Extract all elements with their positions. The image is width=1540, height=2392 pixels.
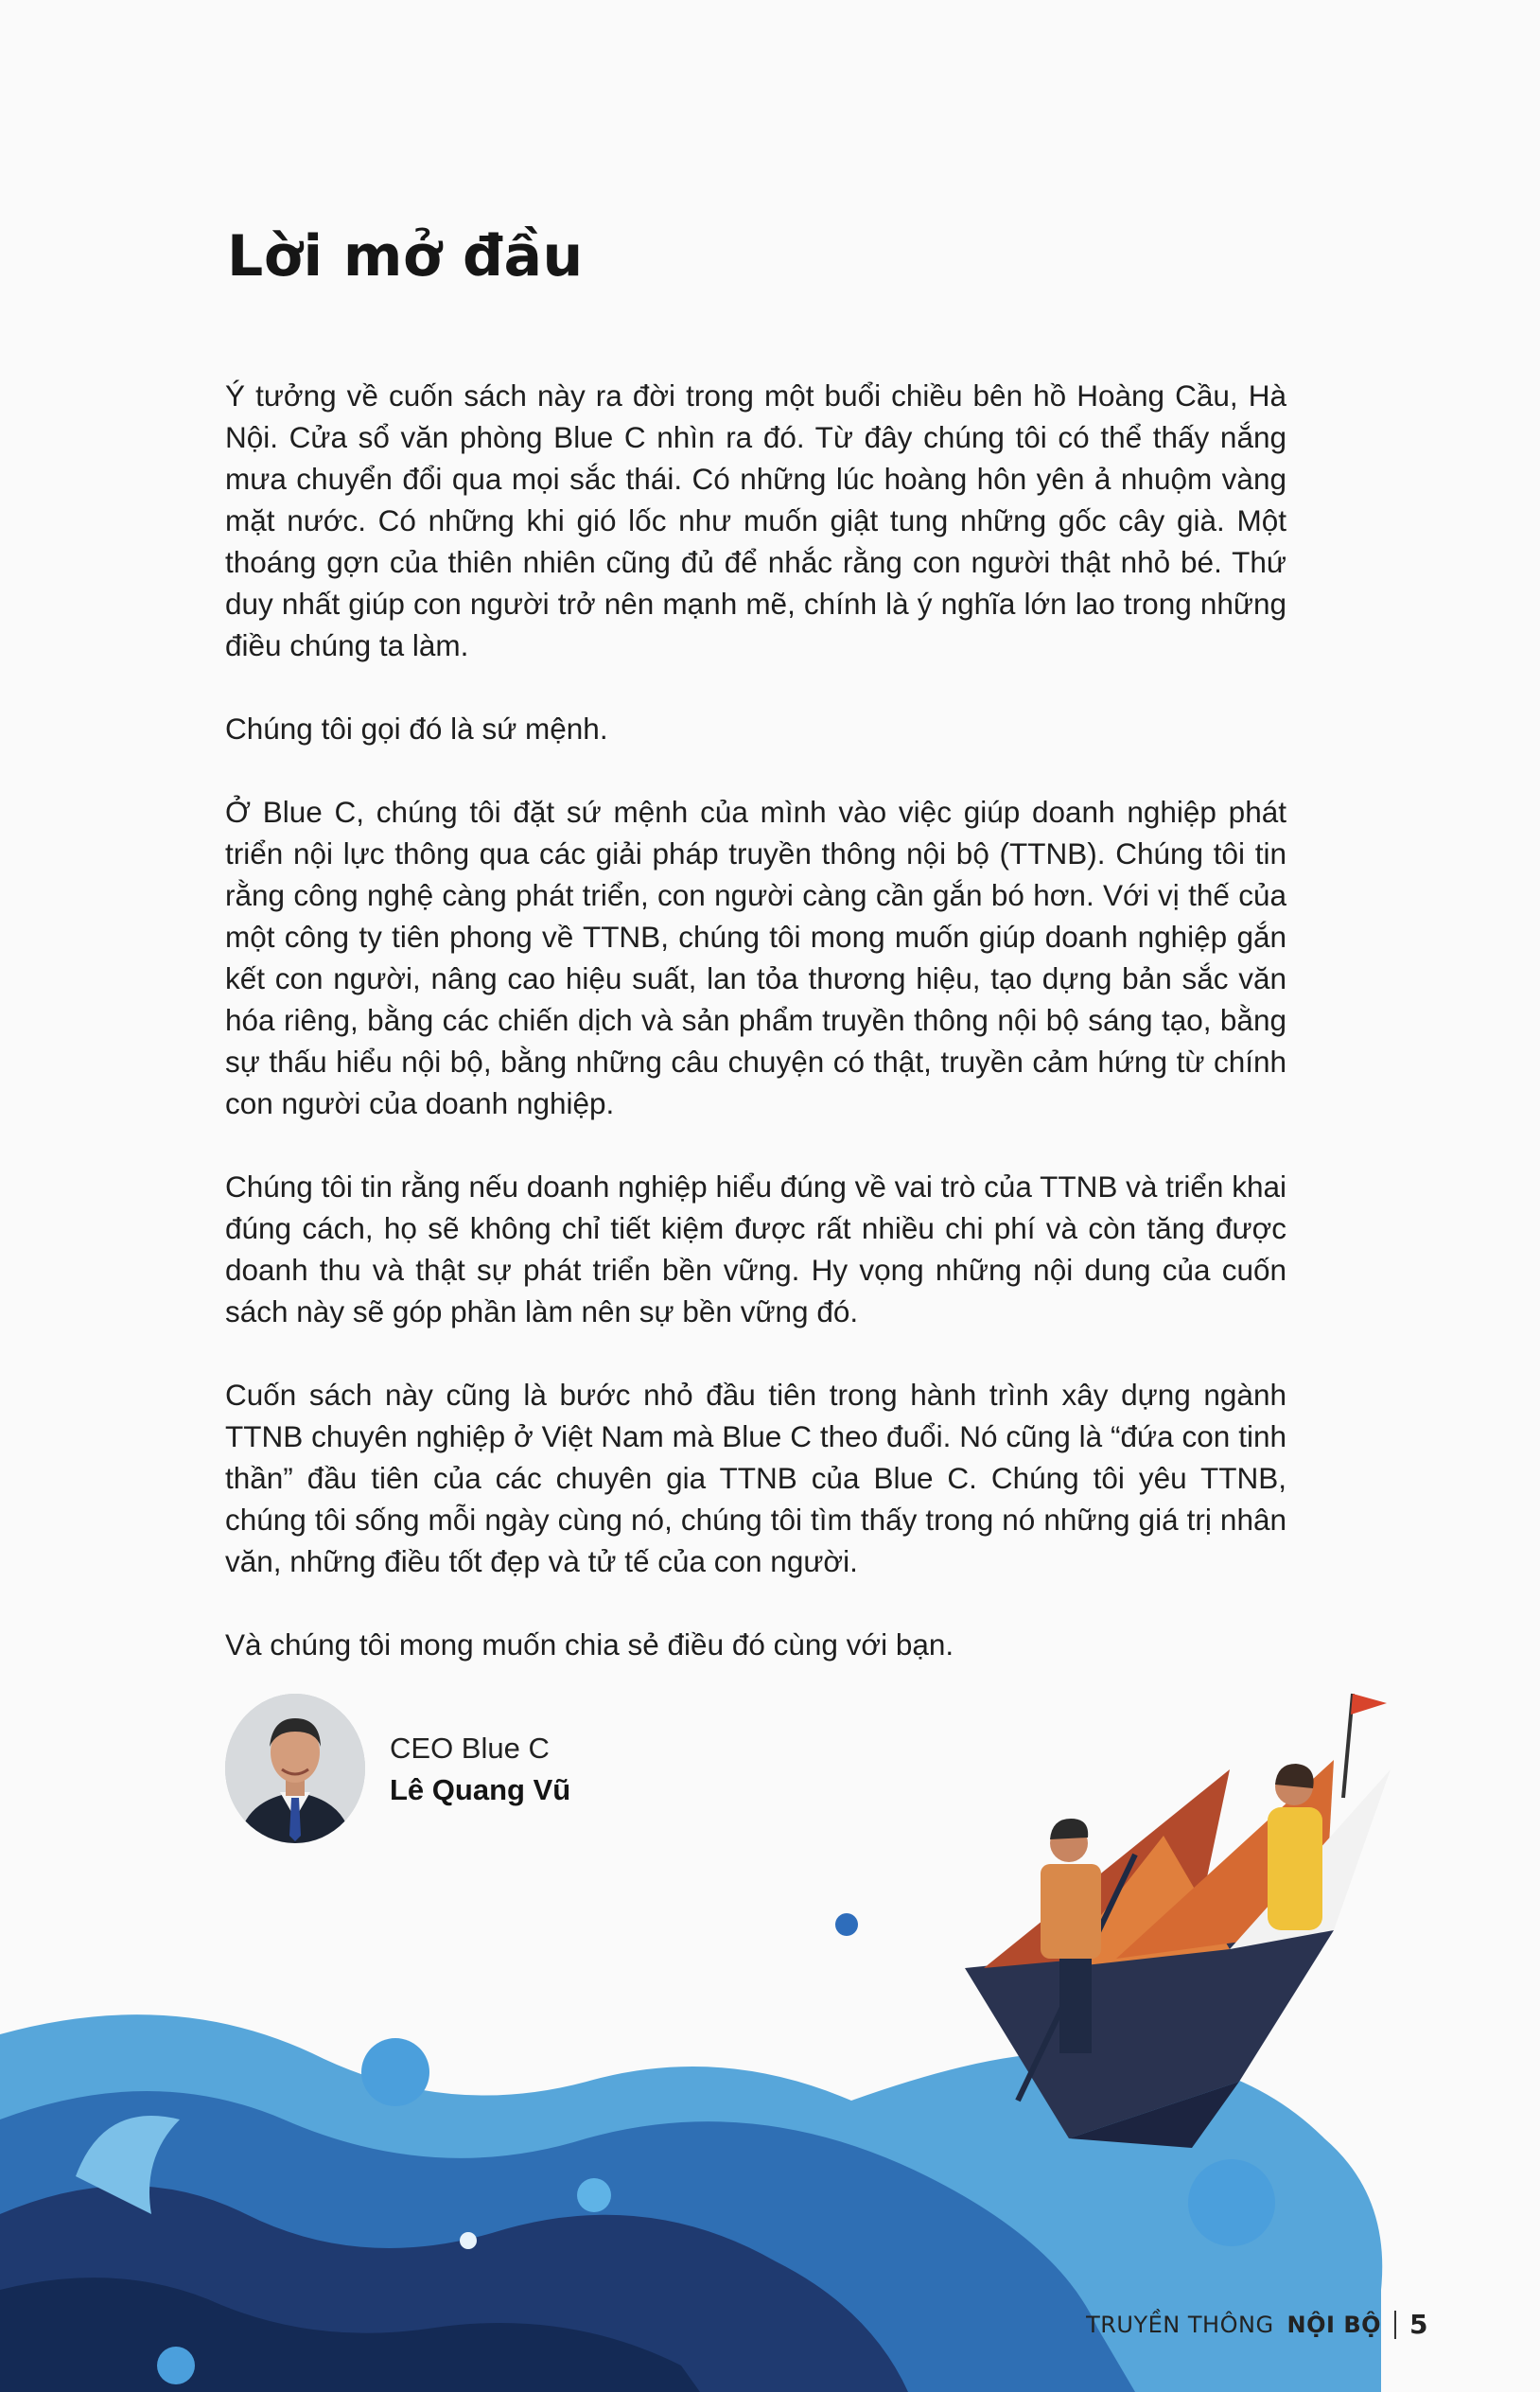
- paragraph-5: Cuốn sách này cũng là bước nhỏ đầu tiên trong hành trình xây dựng ngành TTNB chuyên nghiệp ở Việt Nam mà Blue C theo đuổi. Nó cũng là “đứa con tinh thần” đầu tiên của các chuyên gia TTNB của Blue C. Chúng tôi yêu TTNB, chúng tôi sống mỗi ngày cùng nó, chúng tôi tìm thấy trong nó những giá trị nhân văn, những điều tốt đẹp và tử tế của con người.: [225, 1378, 1286, 1578]
- bubble-small: [835, 1913, 858, 1936]
- paragraph-3: Ở Blue C, chúng tôi đặt sứ mệnh của mình vào việc giúp doanh nghiệp phát triển nội lực thông qua các giải pháp truyền thông nội bộ (TTNB). Chúng tôi tin rằng công nghệ càng phát triển, con người càng cần gắn bó hơn. Với vị thế của một công ty tiên phong về TTNB, chúng tôi mong muốn giúp doanh nghiệp gắn kết con người, nâng cao hiệu suất, lan tỏa thương hiệu, tạo dựng bản sắc văn hóa riêng, bằng các chiến dịch và sản phẩm truyền thông nội bộ sáng tạo, bằng sự thấu hiểu nội bộ, bằng những câu chuyện có thật, truyền cảm hứng từ chính con người của doanh nghiệp.: [225, 795, 1286, 1120]
- rower-legs: [1059, 1949, 1092, 2053]
- footer-series-bold: NỘI BỘ: [1286, 2311, 1382, 2338]
- author-role: CEO Blue C: [390, 1732, 550, 1765]
- body-text: [225, 375, 1286, 1707]
- bubble-bottom: [157, 2347, 195, 2384]
- girl-hair: [1275, 1764, 1314, 1788]
- rower-hair: [1050, 1819, 1088, 1839]
- footer-series-light: TRUYỀN THÔNG: [1086, 2311, 1274, 2338]
- boat-wave-illustration: [0, 1609, 1540, 2392]
- rower-body: [1041, 1864, 1101, 1959]
- page-footer: [1086, 2309, 1428, 2340]
- author-name: Lê Quang Vũ: [390, 1773, 571, 1806]
- page-number: 5: [1409, 2309, 1428, 2340]
- girl-body: [1268, 1807, 1322, 1930]
- bubble-mid: [577, 2178, 611, 2212]
- bubble-right: [1188, 2159, 1275, 2246]
- paragraph-6: Và chúng tôi mong muốn chia sẻ điều đó cùng với bạn.: [225, 1627, 954, 1662]
- paragraph-4: Chúng tôi tin rằng nếu doanh nghiệp hiểu đúng về vai trò của TTNB và triển khai đúng cách, họ sẽ không chỉ tiết kiệm được rất nhiều chi phí và còn tăng được doanh thu và thật sự phát triển bền vững. Hy vọng những nội dung của cuốn sách này sẽ góp phần làm nên sự bền vững đó.: [225, 1170, 1286, 1328]
- footer-divider: [1394, 2311, 1396, 2339]
- flag: [1351, 1694, 1387, 1715]
- bubble-white: [460, 2232, 477, 2249]
- page-title: Lời mở đầu: [227, 223, 584, 290]
- bubble-large: [361, 2038, 429, 2106]
- paragraph-2: Chúng tôi gọi đó là sứ mệnh.: [225, 712, 608, 746]
- paragraph-1: Ý tưởng về cuốn sách này ra đời trong một buổi chiều bên hồ Hoàng Cầu, Hà Nội. Cửa sổ văn phòng Blue C nhìn ra đó. Từ đây chúng tôi có thể thấy nắng mưa chuyển đổi qua mọi sắc thái. Có những lúc hoàng hôn yên ả nhuộm vàng mặt nước. Có những khi gió lốc như muốn giật tung những gốc cây già. Một thoáng gợn của thiên nhiên cũng đủ để nhắc rằng con người thật nhỏ bé. Thứ duy nhất giúp con người trở nên mạnh mẽ, chính là ý nghĩa lớn lao trong những điều chúng ta làm.: [225, 378, 1286, 662]
